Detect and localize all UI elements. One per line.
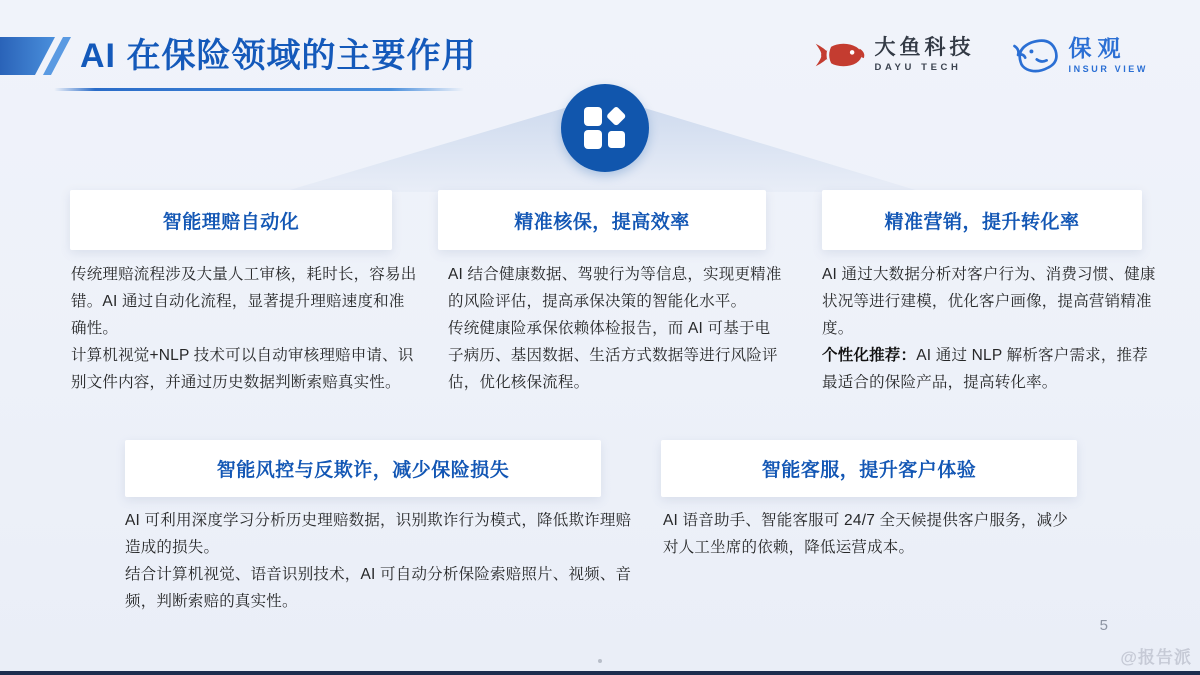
card-underwriting [438,190,766,250]
card-paragraph: AI 语音助手、智能客服可 24/7 全天候提供客户服务，减少对人工坐席的依赖，降低运营成本。 [663,512,1068,556]
card-paragraph [822,342,1158,396]
insurview-logo-sublabel: INSUR VIEW [1068,63,1148,74]
center-dot-decoration [598,659,602,663]
card-claims-automation-body [71,261,419,396]
card-customer-service-body [663,507,1083,561]
card-underwriting-body [448,261,782,396]
logo-group [814,34,1148,76]
insurview-logo-text [1068,34,1148,74]
card-paragraph: AI 结合健康数据、驾驶行为等信息，实现更精准的风险评估，提高承保决策的智能化水平。 [448,266,782,310]
page-title: AI 在保险领域的主要作用 [80,37,477,75]
card-paragraph: AI 通过大数据分析对客户行为、消费习惯、健康状况等进行建模，优化客户画像，提高营销精准度。 [822,266,1156,337]
card-title: 智能理赔自动化 [162,211,300,233]
card-paragraph: 传统理赔流程涉及大量人工审核，耗时长，容易出错。AI 通过自动化流程，显著提升理赔速度和准确性。 [71,266,417,337]
dayu-logo-text [874,37,974,73]
dayu-fish-icon [814,35,866,75]
insurview-logo-label: 保观 [1068,34,1127,61]
card-risk-control [125,440,601,497]
page-number: 5 [1099,617,1108,634]
card-title: 精准核保，提高效率 [514,211,690,233]
card-paragraph: 传统健康险承保依赖体检报告，而 AI 可基于电子病历、基因数据、生活方式数据等进行风险评估，优化核保流程。 [448,320,778,391]
card-marketing [822,190,1142,250]
card-claims-automation [70,190,392,250]
title-underline [54,88,464,91]
dayu-tech-logo [814,35,974,75]
watermark: @报告派 [1120,648,1192,667]
dayu-logo-sublabel: DAYU TECH [874,62,962,74]
highlight-label: 个性化推荐： [822,347,917,364]
card-customer-service [661,440,1077,497]
insurview-logo [1010,34,1148,76]
card-paragraph: 计算机视觉+NLP 技术可以自动审核理赔申请、识别文件内容，并通过历史数据判断索赔真实性。 [71,347,414,391]
highlight-text: AI 通过 NLP 解析客户需求，推荐最适合的保险产品，提高转化率。 [822,347,1148,391]
bottom-bar-decoration [0,671,1200,675]
app-grid-icon [583,106,627,150]
title-flag-decoration [0,37,80,75]
hub-circle [561,84,649,172]
insurview-whale-icon [1010,34,1060,76]
card-title: 智能客服，提升客户体验 [761,460,977,481]
card-paragraph: 结合计算机视觉、语音识别技术，AI 可自动分析保险索赔照片、视频、音频，判断索赔的真实性。 [125,566,632,610]
card-title: 精准营销，提升转化率 [884,211,1080,233]
card-paragraph: AI 可利用深度学习分析历史理赔数据，识别欺诈行为模式，降低欺诈理赔造成的损失。 [125,512,632,556]
dayu-logo-label: 大鱼科技 [874,36,975,60]
card-title: 智能风控与反欺诈，减少保险损失 [216,460,510,481]
card-marketing-body [822,261,1158,396]
card-risk-control-body [125,507,633,615]
